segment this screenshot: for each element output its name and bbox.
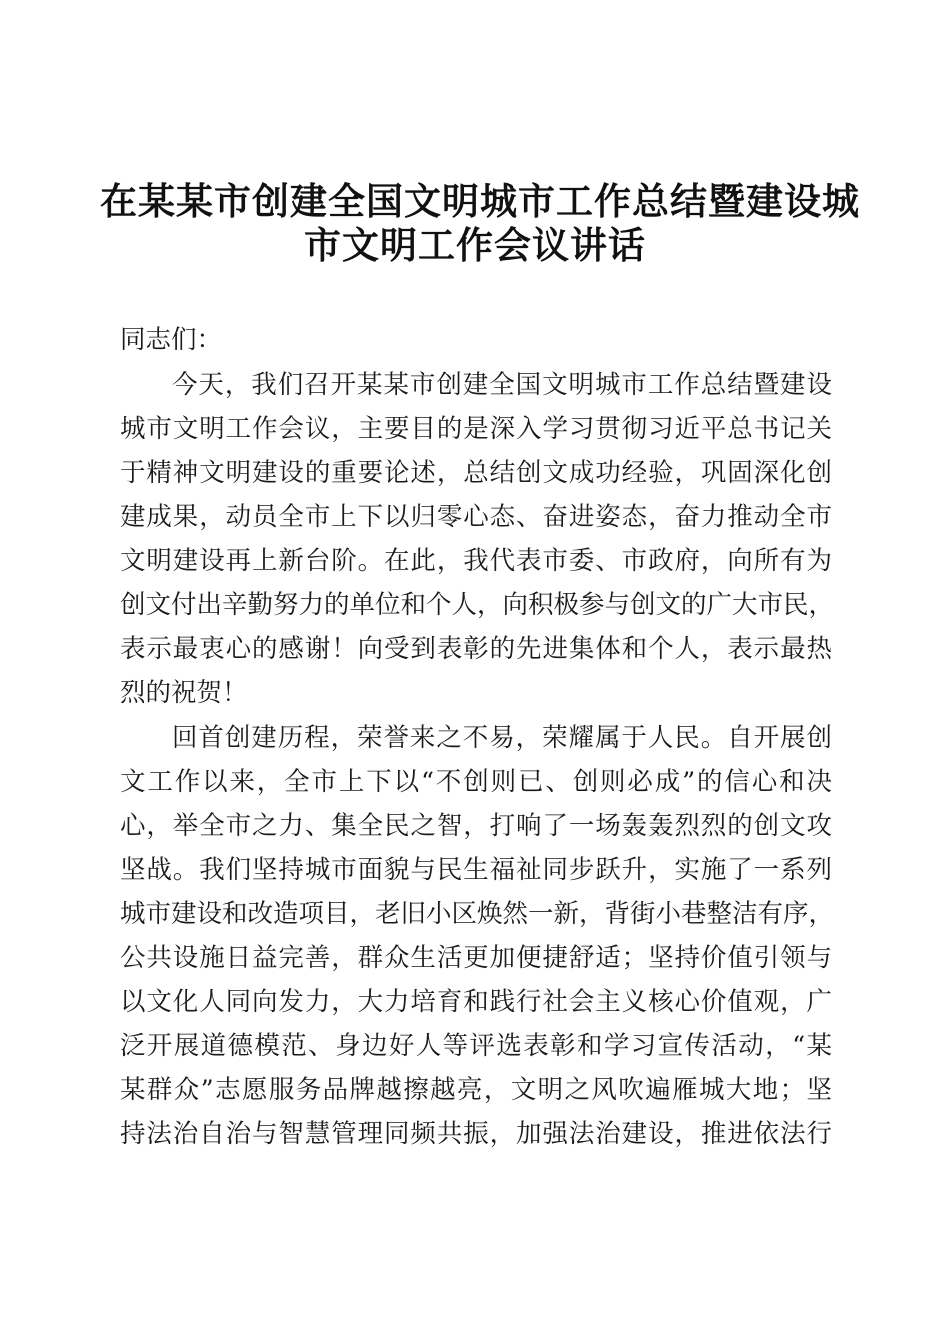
paragraph-2-line: 坚战。我们坚持城市面貌与民生福祉同步跃升，实施了一系列 xyxy=(120,855,832,885)
paragraph-2-line: 城市建设和改造项目，老旧小区焕然一新，背街小巷整洁有序， xyxy=(120,899,835,929)
paragraph-1-line: 建成果，动员全市上下以归零心态、奋进姿态，奋力推动全市 xyxy=(120,502,832,532)
paragraph-1-line: 今天，我们召开某某市创建全国文明城市工作总结暨建设 xyxy=(172,370,832,400)
salutation: 同志们： xyxy=(120,325,223,355)
paragraph-1-line: 烈的祝贺！ xyxy=(120,678,248,708)
paragraph-2-line: 心，举全市之力、集全民之智，打响了一场轰轰烈烈的创文攻 xyxy=(120,811,832,841)
paragraph-2-line: 持法治自治与智慧管理同频共振，加强法治建设，推进依法行 xyxy=(120,1119,832,1149)
paragraph-1-line: 城市文明工作会议，主要目的是深入学习贯彻习近平总书记关 xyxy=(120,414,832,444)
paragraph-2-line: 某群众”志愿服务品牌越擦越亮，文明之风吹遍雁城大地；坚 xyxy=(120,1075,832,1105)
paragraph-2-line: 泛开展道德模范、身边好人等评选表彰和学习宣传活动，“某 xyxy=(120,1031,832,1061)
paragraph-2-line: 公共设施日益完善，群众生活更加便捷舒适；坚持价值引领与 xyxy=(120,943,832,973)
paragraph-1-line: 文明建设再上新台阶。在此，我代表市委、市政府，向所有为 xyxy=(120,546,832,576)
document-title-line-1: 在某某市创建全国文明城市工作总结暨建设城 xyxy=(100,179,860,223)
paragraph-1-line: 创文付出辛勤努力的单位和个人，向积极参与创文的广大市民， xyxy=(120,590,835,620)
paragraph-1-line: 于精神文明建设的重要论述，总结创文成功经验，巩固深化创 xyxy=(120,458,832,488)
paragraph-2-line: 回首创建历程，荣誉来之不易，荣耀属于人民。自开展创 xyxy=(172,723,832,753)
paragraph-1-line: 表示最衷心的感谢！向受到表彰的先进集体和个人，表示最热 xyxy=(120,634,832,664)
paragraph-2-line: 文工作以来，全市上下以“不创则已、创则必成”的信心和决 xyxy=(120,767,832,797)
paragraph-2-line: 以文化人同向发力，大力培育和践行社会主义核心价值观，广 xyxy=(120,987,832,1017)
document-title-line-2: 市文明工作会议讲话 xyxy=(304,223,646,267)
